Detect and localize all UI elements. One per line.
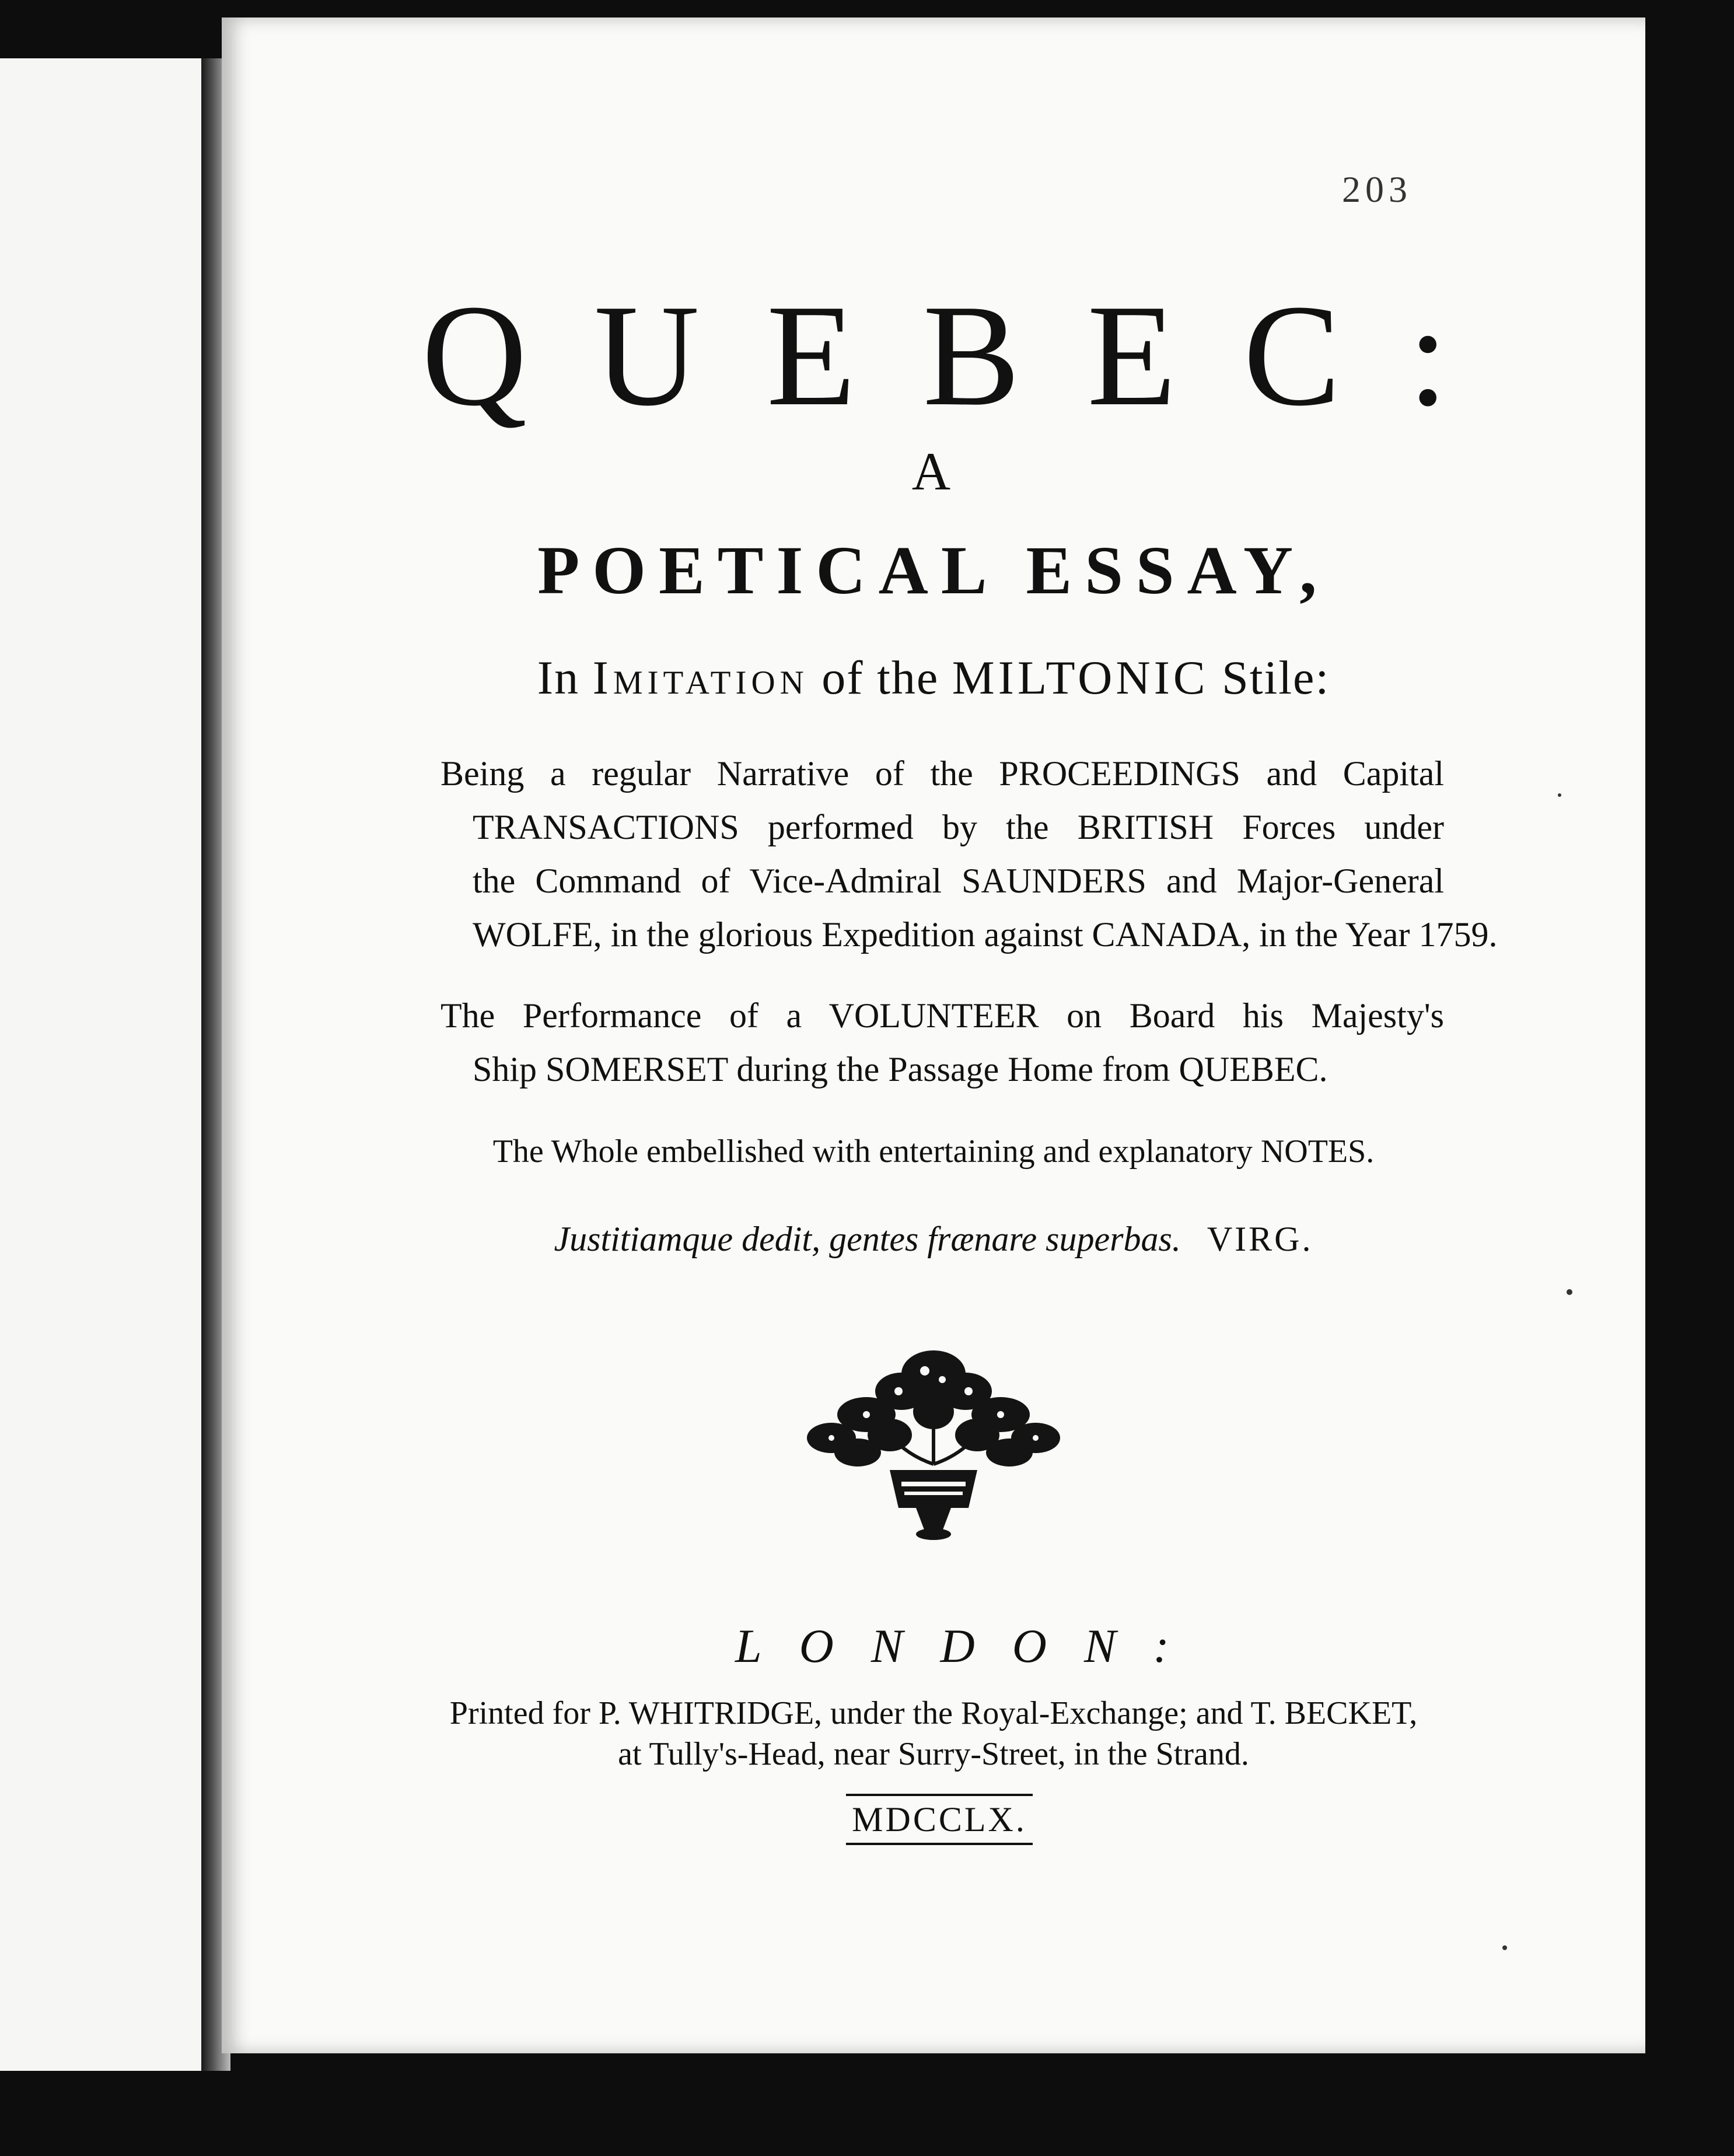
motto-source: VIRG.: [1207, 1220, 1313, 1258]
ink-speck: [1558, 793, 1561, 797]
facing-blank-page: [0, 58, 206, 2071]
handwritten-shelf-mark: 203: [1342, 169, 1412, 210]
embellished-line: The Whole embellished with entertaining and explanatory NOTES.: [492, 1133, 1375, 1170]
imprint-date: MDCCLX.: [846, 1794, 1033, 1845]
floral-vase-ornament: [802, 1339, 1065, 1543]
volunteer-line: Ship SOMERSET during the Passage Home from QUEBEC.: [473, 1050, 1328, 1088]
latin-motto: [222, 1219, 1645, 1259]
subtitle: POETICAL ESSAY,: [537, 532, 1330, 608]
imitation-word: Imitation: [592, 651, 809, 704]
imprint-line-2: at Tully's-Head, near Surry-Street, in the Strand.: [618, 1736, 1249, 1772]
title-page: [222, 18, 1645, 2053]
narrative-paragraph: [441, 747, 1498, 961]
imprint-line-1: Printed for P. WHITRIDGE, under the Royal-Exchange; and T. BECKET,: [449, 1695, 1418, 1731]
imitation-miltonic: MILTONIC: [952, 651, 1209, 704]
imitation-of-the: of the: [821, 651, 939, 704]
ink-speck: [1567, 1289, 1572, 1295]
motto-text: Justitiamque dedit, gentes frænare superbas.: [554, 1220, 1181, 1258]
imitation-line: [222, 650, 1645, 705]
volunteer-paragraph: [441, 989, 1444, 1096]
ink-speck: [1502, 1945, 1507, 1950]
volunteer-line: The Performance of a VOLUNTEER on Board his Majesty's: [441, 996, 1444, 1035]
imitation-stile: Stile:: [1222, 651, 1330, 704]
narrative-line: WOLFE, in the glorious Expedition against CANADA, in the Year 1759.: [473, 915, 1498, 954]
title-article: A: [911, 442, 956, 501]
imitation-in: In: [537, 651, 580, 704]
narrative-line: TRANSACTIONS performed by the BRITISH Forces under: [473, 808, 1444, 846]
imprint-city: LONDON:: [735, 1619, 1207, 1672]
narrative-line: Being a regular Narrative of the PROCEEDINGS and Capital: [441, 754, 1444, 793]
narrative-line: the Command of Vice-Admiral SAUNDERS and Major-General: [473, 862, 1444, 900]
main-title: QUEBEC:: [421, 275, 1516, 436]
